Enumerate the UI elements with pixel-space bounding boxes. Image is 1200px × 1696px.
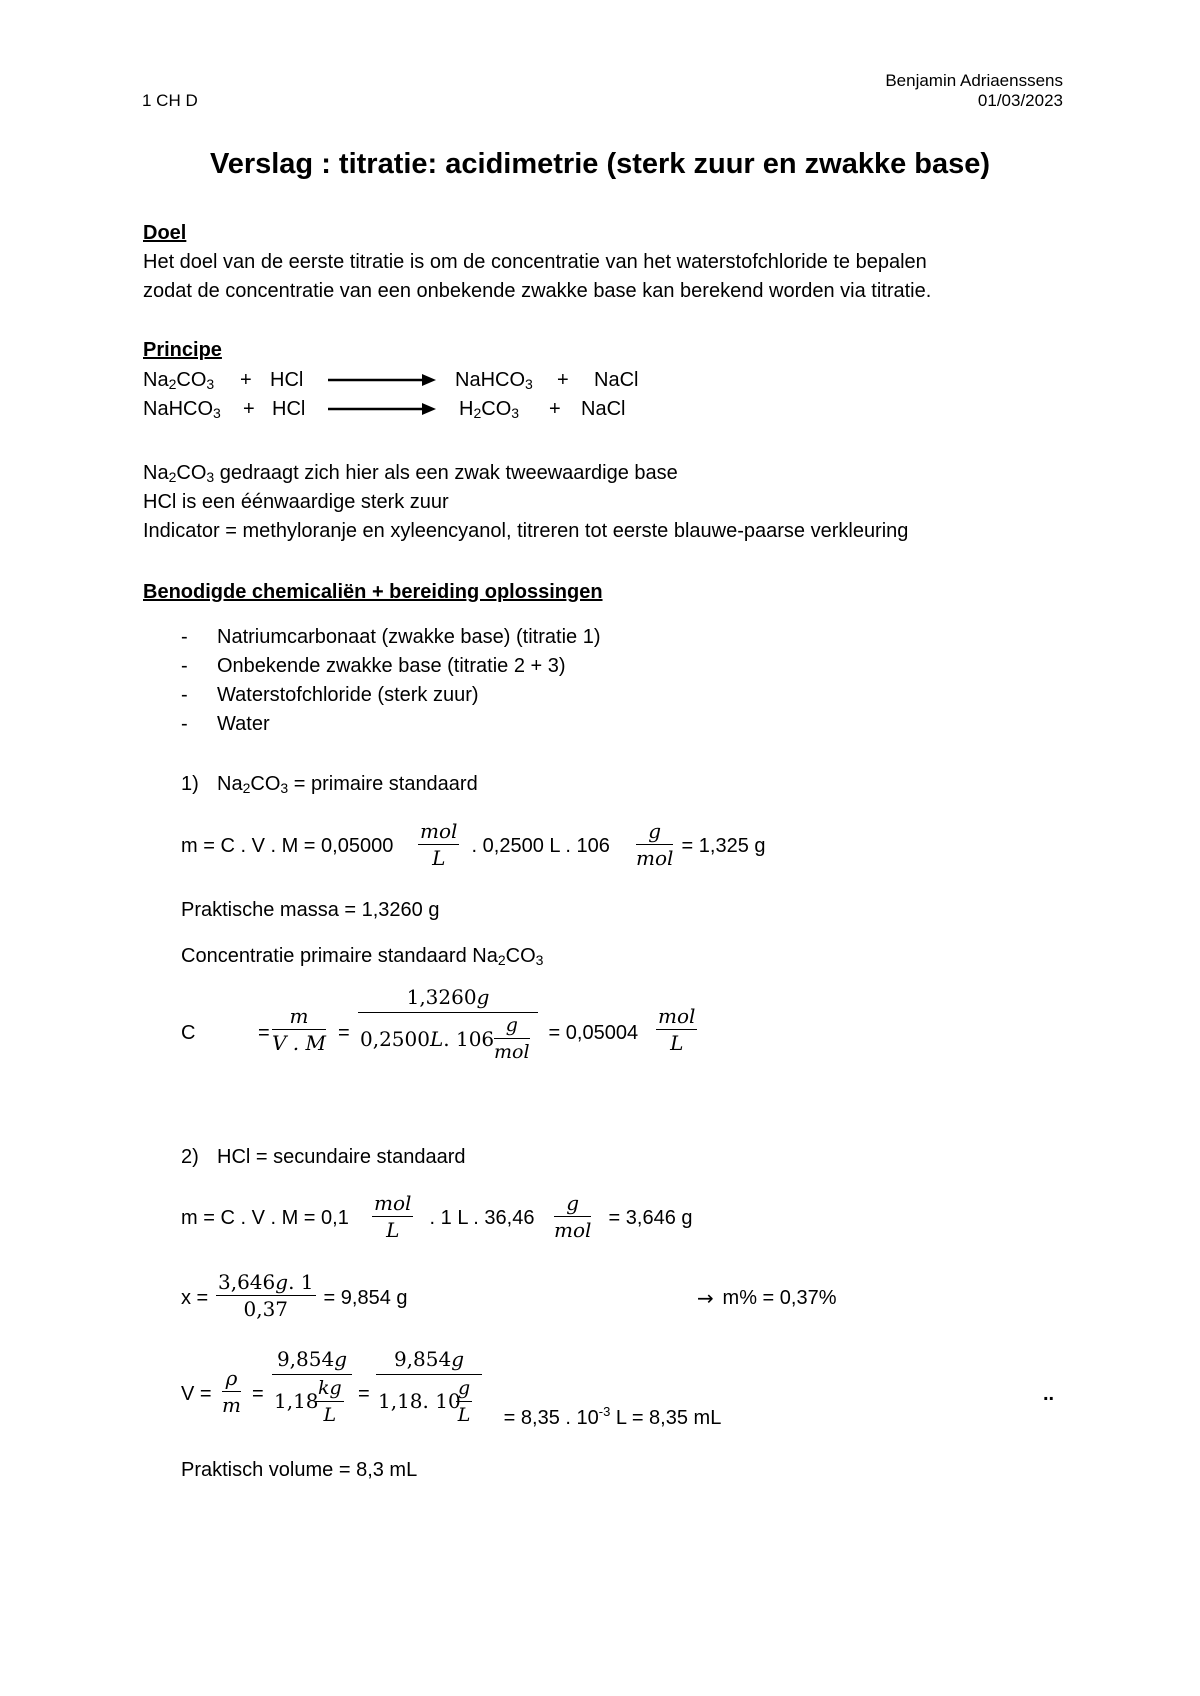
fraction-m-over-vm: $\frac{m}{V . M}$ [272,1004,326,1055]
fraction-kg-per-l: $\frac{kg}{L}$ [318,1377,342,1426]
equals-sign: = [252,1383,264,1405]
step-2-v-lhs: V = [181,1383,212,1405]
list-item: Onbekende zwakke base (titratie 2 + 3) [217,655,566,677]
arrow-right-icon: → [697,1286,714,1310]
fraction-g-per-mol: g mol [636,819,674,870]
fraction-x: $\frac{3,646g. 1}{0,37}$ [218,1270,314,1321]
step-2-mass-eq-rhs: = 3,646 g [603,1207,693,1229]
doel-line-2: zodat de concentratie van een onbekende zwakke base kan berekend worden via titratie. [143,280,932,302]
reaction-1-plus: + [240,369,252,391]
reaction-2-product-d: NaCl [581,398,626,420]
reaction-2-plus-2: + [549,398,561,420]
reaction-2-reactant-a: NaHCO$_3$ [143,398,221,421]
step-1-mass-eq-rhs: = 1,325 g [676,835,766,857]
reaction-1-reactant-a: $Na_2CO_3$ [143,369,215,392]
reaction-1-arrow-icon [326,372,438,388]
step-1-number: 1) [181,773,199,795]
author-name: Benjamin Adriaenssens [885,71,1063,90]
v-fraction-1-numerator: 9,854g [276,1347,348,1371]
step-1-mass-eq-mid: . 0,2500 L . 106 [466,835,616,857]
list-bullet: - [181,655,188,677]
equals-sign: = [358,1383,370,1405]
fraction-rho-over-m: $\frac{\rho}{m}$ [222,1366,241,1417]
big-fraction-numerator: 1,3260g [406,985,490,1009]
principe-line-base: $Na_2CO_3$ gedraagt zich hier als een zwak tweewaardige base [143,462,678,485]
list-item: Waterstofchloride (sterk zuur) [217,684,479,706]
step-2-number: 2) [181,1146,199,1168]
step-1-concentration-result: = 0,05004 [543,1022,644,1044]
step-2-x-lhs: x = [181,1287,209,1309]
principe-line-acid: HCl is een éénwaardige sterk zuur [143,491,449,513]
step-1-mass-eq-lhs: m = C . V . M = 0,05000 [181,835,394,857]
v-fraction-1-bar [272,1374,352,1375]
fraction-g-per-l: $\frac{g}{L}$ [457,1377,471,1426]
step-2-label: HCl = secundaire standaard [217,1146,466,1168]
equals-sign: = [258,1022,270,1044]
reaction-2-product-c: $H_2CO_3$ [459,398,520,421]
equals-sign: = [338,1022,350,1044]
step-1-label: $Na_2CO_3$ = primaire standaard [217,773,478,796]
doel-heading: Doel [143,222,187,244]
step-2-mass-eq-lhs: m = C . V . M = 0,1 [181,1207,355,1229]
class-label: 1 CH D [142,91,198,110]
list-item: Natriumcarbonaat (zwakke base) (titratie 1) [217,626,601,648]
step-2-volume-result: = 8,35 . $10^{-3}$ L = 8,35 mL [498,1404,722,1429]
fraction-g-per-mol: g mol [494,1014,530,1063]
fraction-mol-per-l: mol L [658,1004,696,1055]
fraction-mol-per-l: mol L [374,1191,412,1242]
list-bullet: - [181,626,188,648]
principe-heading: Principe [143,339,222,361]
page-title: Verslag : titratie: acidimetrie (sterk zuur en zwakke base) [209,148,991,180]
step-2-praktisch-volume: Praktisch volume = 8,3 mL [181,1459,418,1481]
doel-line-1: Het doel van de eerste titratie is om de concentratie van het waterstofchloride te bepalen [143,251,927,273]
step-1-praktische-massa: Praktische massa = 1,3260 g [181,899,440,921]
step-2-x-rhs: = 9,854 g [318,1287,408,1309]
v-fraction-2-numerator: 9,854g [393,1347,465,1371]
step-2-mass-eq-mid: . 1 L . 36,46 [424,1207,541,1229]
list-bullet: - [181,713,188,735]
list-item: Water [217,713,270,735]
reaction-1-product-c: NaHCO$_3$ [455,369,533,392]
step-2-mass-percentage: m% = 0,37% [717,1287,837,1309]
reaction-1-plus-2: + [557,369,569,391]
fraction-mol-per-l: mol L [420,819,458,870]
reaction-2-arrow-icon [326,401,438,417]
fraction-g-per-mol: g mol [554,1191,592,1242]
step-1-concentration-label: Concentratie primaire standaard $Na_2CO_3$ [181,945,544,968]
chemicalien-heading: Benodigde chemicaliën + bereiding oplossingen [143,581,603,603]
trailing-dots: .. [1043,1383,1055,1405]
reaction-1-product-d: NaCl [594,369,639,391]
principe-line-indicator: Indicator = methyloranje en xyleencyanol, titreren tot eerste blauwe-paarse verkleuring [143,520,909,542]
reaction-2-reactant-b: HCl [272,398,306,420]
list-bullet: - [181,684,188,706]
reaction-2-plus: + [243,398,255,420]
v-fraction-1-denominator: 1,18 [274,1389,319,1413]
v-fraction-2-denominator: 1,18. 10 [378,1389,461,1413]
big-fraction-denominator: 0,2500L. 106 [360,1027,495,1051]
reaction-1-reactant-b: HCl [270,369,304,391]
v-fraction-2-bar [376,1374,482,1375]
step-1-c-symbol: C [181,1022,196,1044]
date-label: 01/03/2023 [977,91,1063,110]
